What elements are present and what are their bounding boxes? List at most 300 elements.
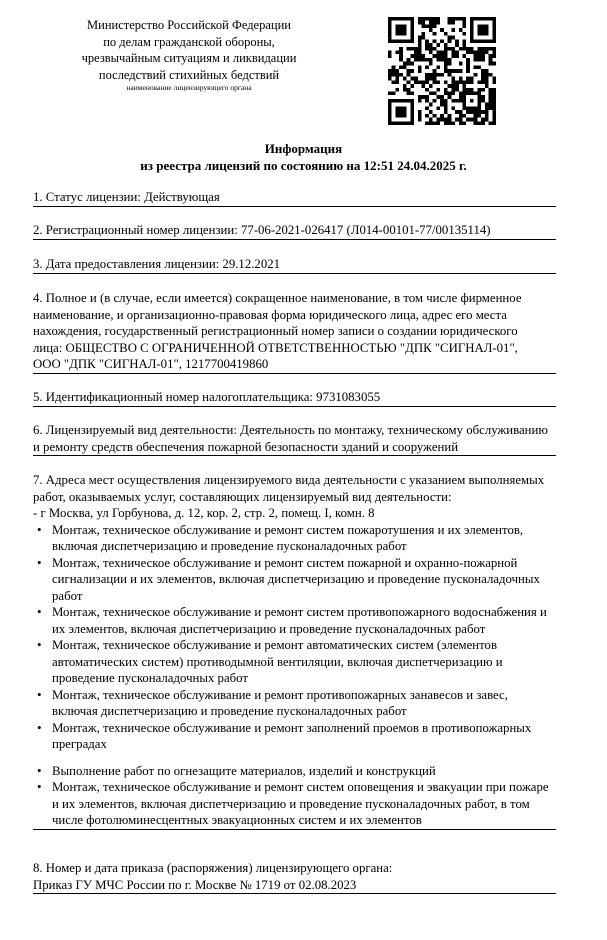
qr-module (407, 88, 411, 92)
qr-module (477, 110, 481, 114)
qr-module (418, 118, 422, 122)
qr-code-icon (388, 17, 496, 125)
qr-module (462, 84, 466, 88)
qr-module (474, 54, 478, 58)
qr-module (395, 69, 399, 73)
qr-module (395, 80, 399, 84)
qr-module (489, 91, 493, 95)
work-item-line: сигнализации и их элементов, включая диспетчеризацию и проведение пусконаладочных (52, 572, 540, 586)
qr-module (407, 80, 411, 84)
qr-module (489, 106, 493, 110)
qr-module (448, 114, 452, 118)
qr-module (425, 77, 429, 81)
qr-module (433, 21, 437, 25)
qr-module (485, 32, 489, 36)
qr-module (451, 21, 455, 25)
qr-module (425, 73, 429, 77)
qr-module (433, 17, 437, 21)
qr-module (462, 103, 466, 107)
qr-module (410, 77, 414, 81)
qr-module (477, 58, 481, 62)
qr-module (477, 54, 481, 58)
qr-module (466, 110, 470, 114)
qr-module (448, 62, 452, 66)
qr-module (481, 88, 485, 92)
activity-type-line: 6. Лицензируемый вид деятельности: Деятельность по монтажу, техническому обслуживанию (33, 423, 548, 437)
qr-module (444, 103, 448, 107)
qr-module (429, 118, 433, 122)
locations-section (33, 472, 583, 830)
qr-module (448, 118, 452, 122)
work-item-line: • Монтаж, техническое обслуживание и ремонт систем пожарной и охранно-пожарной (52, 555, 518, 570)
qr-module (422, 54, 426, 58)
qr-module (489, 39, 493, 43)
qr-module (459, 62, 463, 66)
qr-module (410, 121, 414, 125)
taxpayer-id: 5. Идентификационный номер налогоплательщика: 9731083055 (33, 389, 556, 407)
qr-module (489, 47, 493, 51)
qr-module (403, 84, 407, 88)
qr-module (474, 106, 478, 110)
qr-module (433, 47, 437, 51)
qr-module (459, 114, 463, 118)
qr-module (489, 95, 493, 99)
qr-module (410, 91, 414, 95)
work-item (33, 720, 583, 753)
qr-module (410, 21, 414, 25)
qr-module (388, 36, 392, 40)
qr-module (392, 91, 396, 95)
qr-module (489, 54, 493, 58)
qr-module (418, 51, 422, 55)
qr-module (444, 47, 448, 51)
qr-module (425, 80, 429, 84)
qr-module (477, 114, 481, 118)
work-item-line: проведение пусконаладочных работ (52, 671, 248, 685)
qr-module (481, 54, 485, 58)
issuer-line: чрезвычайным ситуациям и ликвидации (81, 51, 297, 65)
qr-module (451, 77, 455, 81)
qr-module (429, 28, 433, 32)
qr-module (399, 99, 403, 103)
qr-module (392, 65, 396, 69)
qr-module (422, 32, 426, 36)
qr-module (440, 54, 444, 58)
qr-module (455, 84, 459, 88)
qr-module (448, 36, 452, 40)
qr-module (474, 118, 478, 122)
qr-module (436, 121, 440, 125)
qr-module (444, 58, 448, 62)
qr-module (388, 39, 392, 43)
qr-module (403, 114, 407, 118)
works-list (33, 522, 583, 753)
qr-module (403, 121, 407, 125)
qr-module (444, 62, 448, 66)
qr-module (470, 80, 474, 84)
qr-module (436, 106, 440, 110)
qr-module (440, 58, 444, 62)
qr-module (422, 58, 426, 62)
document-subtitle: из реестра лицензий по состоянию на 12:51 24.04.2025 г. (140, 158, 467, 173)
qr-module (492, 80, 496, 84)
qr-module (403, 110, 407, 114)
qr-module (492, 47, 496, 51)
qr-module (470, 110, 474, 114)
qr-module (392, 121, 396, 125)
qr-module (462, 21, 466, 25)
qr-module (403, 65, 407, 69)
qr-module (477, 121, 481, 125)
qr-module (418, 17, 422, 21)
entity-name-line: наименование, и организационно-правовая форма юридического лица, адрес его места (33, 307, 507, 322)
qr-module (455, 51, 459, 55)
qr-module (462, 17, 466, 21)
qr-module (418, 43, 422, 47)
qr-module (466, 47, 470, 51)
qr-module (395, 88, 399, 92)
qr-module (388, 69, 392, 73)
qr-module (440, 118, 444, 122)
qr-module (477, 65, 481, 69)
activity-type-line: и ремонту средств обеспечения пожарной безопасности зданий и сооружений (33, 439, 556, 457)
qr-module (407, 121, 411, 125)
qr-module (399, 47, 403, 51)
qr-module (388, 110, 392, 114)
qr-module (459, 80, 463, 84)
qr-module (485, 118, 489, 122)
qr-module (470, 99, 474, 103)
qr-module (451, 36, 455, 40)
qr-module (492, 110, 496, 114)
qr-module (485, 24, 489, 28)
qr-module (440, 99, 444, 103)
qr-module (422, 24, 426, 28)
qr-module (492, 91, 496, 95)
qr-module (403, 32, 407, 36)
order-section (33, 860, 583, 894)
qr-module (444, 110, 448, 114)
qr-module (399, 51, 403, 55)
qr-module (448, 84, 452, 88)
qr-module (492, 24, 496, 28)
qr-module (448, 73, 452, 77)
qr-module (407, 69, 411, 73)
qr-module (451, 99, 455, 103)
qr-module (462, 54, 466, 58)
qr-module (414, 47, 418, 51)
qr-module (425, 114, 429, 118)
qr-module (399, 58, 403, 62)
qr-module (489, 88, 493, 92)
qr-module (455, 43, 459, 47)
qr-module (436, 95, 440, 99)
qr-module (451, 69, 455, 73)
work-item-line: включая диспетчеризацию и проведение пусконаладочных работ (52, 704, 407, 718)
qr-module (462, 80, 466, 84)
qr-module (474, 121, 478, 125)
qr-module (440, 73, 444, 77)
qr-module (418, 114, 422, 118)
qr-module (470, 77, 474, 81)
qr-module (410, 118, 414, 122)
qr-module (492, 95, 496, 99)
qr-module (429, 121, 433, 125)
qr-module (470, 28, 474, 32)
document-title: Информация (264, 141, 343, 156)
qr-module (440, 95, 444, 99)
qr-module (462, 47, 466, 51)
work-item-line: автоматических систем) противодымной вентиляции, включая диспетчеризацию и (52, 654, 503, 669)
qr-module (477, 106, 481, 110)
qr-module (388, 21, 392, 25)
qr-module (436, 58, 440, 62)
qr-module (436, 21, 440, 25)
qr-module (492, 32, 496, 36)
qr-module (388, 28, 392, 32)
qr-module (429, 58, 433, 62)
qr-module (425, 43, 429, 47)
qr-module (477, 99, 481, 103)
qr-module (455, 17, 459, 21)
qr-module (455, 69, 459, 73)
locations-heading: 7. Адреса мест осуществления лицензируемого вида деятельности с указанием выполняемых (33, 473, 545, 487)
qr-module (470, 21, 474, 25)
qr-module (414, 77, 418, 81)
qr-module (485, 39, 489, 43)
qr-module (451, 121, 455, 125)
qr-module (477, 28, 481, 32)
order-heading: 8. Номер и дата приказа (распоряжения) лицензирующего органа: (33, 861, 393, 875)
qr-module (470, 91, 474, 95)
qr-module (451, 84, 455, 88)
work-item (33, 555, 583, 605)
qr-module (422, 80, 426, 84)
qr-module (455, 88, 459, 92)
qr-module (436, 88, 440, 92)
qr-module (399, 106, 403, 110)
qr-module (403, 88, 407, 92)
qr-module (492, 54, 496, 58)
qr-module (462, 91, 466, 95)
qr-module (489, 99, 493, 103)
qr-module (388, 114, 392, 118)
qr-module (481, 39, 485, 43)
qr-module (429, 77, 433, 81)
qr-module (444, 118, 448, 122)
qr-module (418, 21, 422, 25)
qr-module (485, 84, 489, 88)
qr-module (466, 58, 470, 62)
qr-module (395, 121, 399, 125)
qr-module (466, 51, 470, 55)
qr-module (410, 69, 414, 73)
qr-module (395, 114, 399, 118)
qr-module (429, 43, 433, 47)
qr-module (425, 121, 429, 125)
qr-module (489, 17, 493, 21)
issuer-block (60, 17, 318, 93)
qr-module (448, 21, 452, 25)
qr-module (481, 24, 485, 28)
qr-module (388, 106, 392, 110)
work-item-line: включая диспетчеризацию и проведение пусконаладочных работ (52, 539, 407, 553)
qr-module (492, 28, 496, 32)
qr-module (407, 99, 411, 103)
license-status: 1. Статус лицензии: Действующая (33, 189, 556, 207)
qr-module (481, 32, 485, 36)
qr-module (470, 17, 474, 21)
qr-module (481, 28, 485, 32)
qr-module (436, 17, 440, 21)
qr-module (492, 121, 496, 125)
qr-module (418, 39, 422, 43)
work-item-line: и их элементов, включая диспетчеризацию и проведение пусконаладочных работ, в том (52, 796, 530, 811)
qr-module (444, 88, 448, 92)
qr-module (388, 73, 392, 77)
qr-module (466, 65, 470, 69)
qr-module (399, 32, 403, 36)
qr-module (403, 77, 407, 81)
qr-module (399, 24, 403, 28)
qr-module (477, 24, 481, 28)
qr-module (477, 91, 481, 95)
qr-module (459, 121, 463, 125)
qr-module (436, 54, 440, 58)
qr-module (422, 17, 426, 21)
qr-module (410, 114, 414, 118)
qr-module (462, 114, 466, 118)
qr-module (485, 47, 489, 51)
qr-module (477, 17, 481, 21)
qr-module (481, 73, 485, 77)
qr-module (399, 54, 403, 58)
qr-module (459, 47, 463, 51)
qr-module (433, 80, 437, 84)
qr-module (470, 118, 474, 122)
qr-module (477, 39, 481, 43)
qr-module (489, 62, 493, 66)
qr-module (459, 28, 463, 32)
qr-module (470, 51, 474, 55)
qr-module (477, 103, 481, 107)
entity-name-line: нахождения, государственный регистрационный номер записи о создании юридического (33, 324, 518, 338)
qr-module (392, 80, 396, 84)
qr-module (481, 69, 485, 73)
qr-module (462, 121, 466, 125)
qr-module (407, 73, 411, 77)
qr-module (448, 58, 452, 62)
qr-module (429, 103, 433, 107)
qr-module (444, 106, 448, 110)
qr-module (455, 39, 459, 43)
qr-module (407, 62, 411, 66)
qr-module (470, 39, 474, 43)
work-item (33, 637, 583, 687)
entity-name-line: 4. Полное и (в случае, если имеется) сокращенное наименование, в том числе фирменное (33, 291, 522, 305)
qr-module (489, 103, 493, 107)
qr-module (429, 73, 433, 77)
qr-module (477, 80, 481, 84)
qr-module (459, 95, 463, 99)
activity-type-section (33, 422, 583, 456)
qr-module (477, 32, 481, 36)
qr-module (407, 47, 411, 51)
qr-module (492, 114, 496, 118)
qr-module (410, 32, 414, 36)
locations-heading: работ, оказываемых услуг, составляющих лицензируемый вид деятельности: (33, 489, 452, 504)
qr-module (433, 69, 437, 73)
issuer-caption: наименование лицензирующего органа (126, 83, 252, 92)
qr-module (399, 73, 403, 77)
qr-module (392, 69, 396, 73)
qr-module (451, 54, 455, 58)
qr-module (422, 84, 426, 88)
qr-module (403, 28, 407, 32)
qr-module (399, 17, 403, 21)
qr-module (429, 47, 433, 51)
qr-module (470, 47, 474, 51)
qr-module (444, 99, 448, 103)
work-item (33, 522, 583, 555)
entity-name-line: ООО "ДПК "СИГНАЛ-01", 1217700419860 (33, 356, 556, 374)
qr-module (388, 24, 392, 28)
qr-module (403, 39, 407, 43)
qr-module (481, 51, 485, 55)
qr-module (433, 121, 437, 125)
qr-module (422, 21, 426, 25)
qr-module (481, 58, 485, 62)
work-item-line: • Монтаж, техническое обслуживание и ремонт систем противопожарного водоснабжения и (52, 605, 547, 619)
qr-module (388, 91, 392, 95)
qr-module (481, 118, 485, 122)
work-item (33, 604, 583, 637)
qr-module (388, 17, 392, 21)
qr-module (485, 114, 489, 118)
qr-module (395, 24, 399, 28)
qr-module (436, 118, 440, 122)
qr-module (462, 95, 466, 99)
qr-module (462, 88, 466, 92)
work-item-line: • Выполнение работ по огнезащите материалов, изделий и конструкций (52, 763, 436, 778)
qr-module (474, 110, 478, 114)
work-item-line: • Монтаж, техническое обслуживание и ремонт систем пожаротушения и их элементов, (52, 522, 524, 537)
qr-module (399, 110, 403, 114)
work-item-line: их элементов, включая диспетчеризацию и проведение пусконаладочных работ (52, 621, 486, 636)
qr-module (448, 69, 452, 73)
works-list (33, 763, 556, 830)
qr-module (485, 73, 489, 77)
qr-module (489, 73, 493, 77)
qr-module (388, 51, 392, 55)
qr-module (436, 73, 440, 77)
qr-module (410, 62, 414, 66)
qr-module (477, 95, 481, 99)
qr-module (470, 36, 474, 40)
qr-module (492, 99, 496, 103)
qr-module (433, 91, 437, 95)
qr-module (436, 65, 440, 69)
qr-module (451, 80, 455, 84)
issuer-line: Министерство Российской Федерации (87, 18, 291, 32)
qr-module (425, 106, 429, 110)
qr-module (444, 91, 448, 95)
qr-module (418, 58, 422, 62)
qr-module (429, 21, 433, 25)
qr-module (395, 39, 399, 43)
qr-module (418, 95, 422, 99)
qr-module (392, 99, 396, 103)
